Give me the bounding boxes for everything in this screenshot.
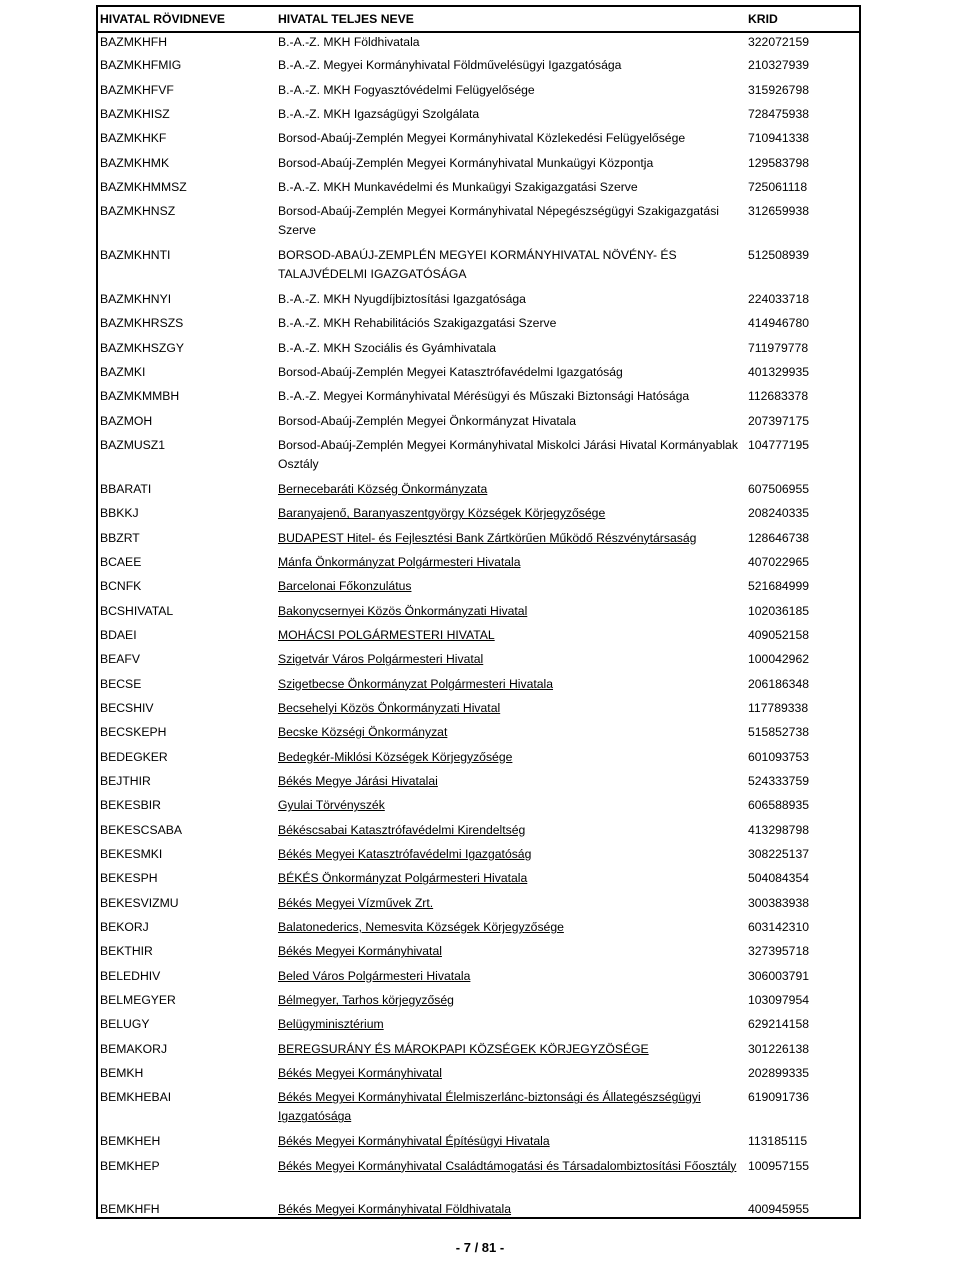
table-row (98, 894, 859, 918)
table-row (98, 339, 859, 363)
cell-full-name: Borsod-Abaúj-Zemplén Megyei Kormányhivatal Miskolci Járási Hivatal Kormányablak Osztály (278, 438, 738, 472)
cell-krid: 129583798 (748, 155, 810, 170)
cell-krid: 607506955 (748, 481, 810, 496)
cell-krid: 710941338 (748, 131, 810, 146)
cell-full-name: Becske Községi Önkormányzat (278, 725, 448, 740)
cell-krid: 407022965 (748, 554, 810, 569)
cell-short-name: BELMEGYER (100, 993, 176, 1008)
cell-short-name: BEKESMKI (100, 847, 163, 862)
cell-short-name: BDAEI (100, 627, 137, 642)
cell-krid: 315926798 (748, 82, 810, 97)
cell-short-name: BEKORJ (100, 920, 149, 935)
table-row (98, 480, 859, 504)
cell-krid: 512508939 (748, 248, 810, 263)
cell-short-name: BAZMKI (100, 365, 146, 380)
table-row (98, 699, 859, 723)
cell-short-name: BAZMKHFH (100, 35, 168, 49)
cell-full-name: B.-A.-Z. MKH Szociális és Gyámhivatala (278, 340, 497, 355)
cell-full-name: Békéscsabai Katasztrófavédelmi Kirendeltség (278, 822, 526, 837)
table-row (98, 529, 859, 553)
cell-short-name: BELEDHIV (100, 968, 161, 983)
table-row (98, 821, 859, 845)
register-table (98, 7, 859, 1225)
cell-krid: 102036185 (748, 603, 810, 618)
table-row (98, 246, 859, 290)
cell-krid: 606588935 (748, 798, 810, 813)
cell-full-name: B.-A.-Z. Megyei Kormányhivatal Mérésügyi és Műszaki Biztonsági Hatósága (278, 389, 690, 404)
cell-krid: 322072159 (748, 35, 810, 49)
cell-krid: 301226138 (748, 1041, 810, 1056)
cell-short-name: BEMKHFH (100, 1202, 160, 1217)
cell-full-name: Békés Megyei Kormányhivatal (278, 944, 442, 959)
cell-short-name: BECSHIV (100, 700, 154, 715)
cell-krid: 629214158 (748, 1017, 810, 1032)
table-row (98, 772, 859, 796)
table-row (98, 650, 859, 674)
table-row (98, 942, 859, 966)
table-row (98, 56, 859, 80)
table-row (98, 32, 859, 56)
cell-krid: 401329935 (748, 365, 810, 380)
cell-short-name: BEKESVIZMU (100, 895, 179, 910)
table-row (98, 748, 859, 772)
cell-full-name: Békés Megyei Kormányhivatal Földhivatala (278, 1202, 512, 1217)
cell-short-name: BECSE (100, 676, 142, 691)
cell-krid: 208240335 (748, 506, 810, 521)
cell-short-name: BAZMKHNYI (100, 292, 172, 306)
table-row (98, 202, 859, 246)
table-row (98, 845, 859, 869)
cell-krid: 306003791 (748, 968, 810, 983)
cell-full-name: Becsehelyi Közös Önkormányzati Hivatal (278, 700, 501, 715)
table-row (98, 723, 859, 747)
cell-short-name: BAZMKHRSZS (100, 316, 184, 331)
table-row (98, 675, 859, 699)
cell-short-name: BEKESCSABA (100, 822, 182, 837)
cell-full-name: Békés Megyei Vízművek Zrt. (278, 895, 434, 910)
cell-krid: 210327939 (748, 58, 810, 73)
cell-krid: 413298798 (748, 822, 810, 837)
cell-krid: 206186348 (748, 676, 810, 691)
table-body (98, 32, 859, 1225)
cell-short-name: BEMKHEP (100, 1158, 160, 1173)
cell-full-name: Beled Város Polgármesteri Hivatala (278, 968, 471, 983)
cell-full-name: Békés Megyei Kormányhivatal Építésügyi Hivatala (278, 1134, 550, 1149)
table-row (98, 178, 859, 202)
cell-short-name: BEAFV (100, 652, 140, 667)
page-number: - 7 / 81 - (455, 1240, 505, 1255)
cell-short-name: BEKESPH (100, 871, 158, 886)
cell-krid: 312659938 (748, 204, 810, 219)
cell-full-name: Baranyajenő, Baranyaszentgyörgy Községek Körjegyzősége (278, 506, 606, 521)
cell-short-name: BAZMKHSZGY (100, 340, 184, 355)
table-row (98, 991, 859, 1015)
cell-krid: 725061118 (748, 180, 808, 195)
table-row (98, 1040, 859, 1064)
cell-full-name: Szigetvár Város Polgármesteri Hivatal (278, 652, 484, 667)
cell-short-name: BAZMKMMBH (100, 389, 180, 404)
table-row (98, 1157, 859, 1201)
cell-krid: 414946780 (748, 316, 810, 331)
cell-short-name: BEMKHEH (100, 1134, 161, 1149)
cell-full-name: BUDAPEST Hitel- és Fejlesztési Bank Zártkörűen Működő Részvénytársaság (278, 530, 697, 545)
cell-short-name: BAZMUSZ1 (100, 438, 166, 453)
cell-krid: 603142310 (748, 920, 810, 935)
cell-short-name: BAZMKHKF (100, 131, 167, 146)
cell-short-name: BEKESBIR (100, 798, 161, 813)
table-row (98, 504, 859, 528)
cell-krid: 515852738 (748, 725, 810, 740)
table-row (98, 387, 859, 411)
cell-short-name: BCNFK (100, 579, 142, 594)
cell-full-name: Békés Megyei Katasztrófavédelmi Igazgatóság (278, 847, 532, 862)
cell-short-name: BAZMKHISZ (100, 107, 170, 122)
cell-full-name: Bélmegyer, Tarhos körjegyzőség (278, 993, 454, 1008)
cell-short-name: BCSHIVATAL (100, 603, 174, 618)
cell-short-name: BAZMKHFVF (100, 82, 174, 97)
table-row (98, 154, 859, 178)
cell-full-name: B.-A.-Z. MKH Munkavédelmi és Munkaügyi Szakigazgatási Szerve (278, 180, 638, 195)
cell-short-name: BAZMKHMMSZ (100, 180, 187, 195)
table-row (98, 553, 859, 577)
cell-krid: 128646738 (748, 530, 810, 545)
cell-krid: 100042962 (748, 652, 810, 667)
table-row (98, 1132, 859, 1156)
cell-krid: 202899335 (748, 1066, 810, 1081)
table-row (98, 1064, 859, 1088)
cell-short-name: BBKKJ (100, 506, 139, 521)
cell-short-name: BBARATI (100, 481, 152, 496)
cell-full-name: Szigetbecse Önkormányzat Polgármesteri Hivatala (278, 676, 554, 691)
cell-full-name: Belügyminisztérium (278, 1017, 384, 1032)
register-table-frame (96, 5, 861, 1219)
cell-short-name: BEKTHIR (100, 944, 153, 959)
cell-full-name: Békés Megyei Kormányhivatal Élelmiszerlánc-biztonsági és Állategészségügyi Igazgatósága (278, 1090, 701, 1124)
table-row (98, 626, 859, 650)
cell-krid: 409052158 (748, 627, 810, 642)
cell-full-name: Bernecebaráti Község Önkormányzata (278, 481, 488, 496)
cell-full-name: BORSOD-ABAÚJ-ZEMPLÉN MEGYEI KORMÁNYHIVATAL NÖVÉNY- ÉS TALAJVÉDELMI IGAZGATÓSÁGA (278, 248, 677, 282)
cell-krid: 524333759 (748, 773, 810, 788)
cell-krid: 117789338 (748, 700, 809, 715)
table-row (98, 314, 859, 338)
header-krid: KRID (746, 7, 859, 32)
cell-krid: 224033718 (748, 292, 810, 306)
cell-krid: 728475938 (748, 107, 810, 122)
cell-full-name: Bakonycsernyei Közös Önkormányzati Hivatal (278, 603, 528, 618)
table-row (98, 796, 859, 820)
table-row (98, 602, 859, 626)
table-row (98, 869, 859, 893)
table-row (98, 290, 859, 314)
header-short-name: HIVATAL RÖVIDNEVE (98, 7, 276, 32)
cell-full-name: Békés Megyei Kormányhivatal Családtámogatási és Társadalombiztosítási Főosztály (278, 1158, 737, 1173)
cell-krid: 711979778 (748, 340, 809, 355)
cell-short-name: BEMKH (100, 1066, 144, 1081)
cell-short-name: BECSKEPH (100, 725, 167, 740)
cell-short-name: BAZMKHNTI (100, 248, 171, 263)
cell-short-name: BAZMOH (100, 413, 153, 428)
cell-short-name: BEMAKORJ (100, 1041, 168, 1056)
cell-full-name: B.-A.-Z. Megyei Kormányhivatal Földművelésügyi Igazgatósága (278, 58, 622, 73)
cell-krid: 103097954 (748, 993, 810, 1008)
table-row (98, 1088, 859, 1132)
cell-full-name: Gyulai Törvényszék (278, 798, 385, 813)
table-row (98, 1015, 859, 1039)
cell-short-name: BEMKHEBAI (100, 1090, 172, 1105)
table-row (98, 105, 859, 129)
cell-full-name: Barcelonai Főkonzulátus (278, 579, 412, 594)
table-row (98, 967, 859, 991)
table-row (98, 129, 859, 153)
cell-full-name: Borsod-Abaúj-Zemplén Megyei Kormányhivatal Közlekedési Felügyelősége (278, 131, 686, 146)
cell-short-name: BEDEGKER (100, 749, 168, 764)
table-row (98, 363, 859, 387)
cell-short-name: BAZMKHFMIG (100, 58, 182, 73)
cell-krid: 113185115 (748, 1134, 808, 1149)
cell-full-name: B.-A.-Z. MKH Fogyasztóvédelmi Felügyelősége (278, 82, 535, 97)
cell-short-name: BCAEE (100, 554, 142, 569)
cell-krid: 504084354 (748, 871, 810, 886)
cell-full-name: Bedegkér-Miklósi Községek Körjegyzősége (278, 749, 513, 764)
cell-krid: 619091736 (748, 1090, 810, 1105)
table-row (98, 1200, 859, 1224)
cell-full-name: Borsod-Abaúj-Zemplén Megyei Kormányhivatal Munkaügyi Központja (278, 155, 654, 170)
cell-full-name: Borsod-Abaúj-Zemplén Megyei Kormányhivatal Népegészségügyi Szakigazgatási Szerve (278, 204, 720, 238)
cell-krid: 112683378 (748, 389, 809, 404)
header-row (98, 7, 859, 32)
table-row (98, 436, 859, 480)
cell-krid: 300383938 (748, 895, 810, 910)
cell-full-name: B.-A.-Z. MKH Igazságügyi Szolgálata (278, 107, 480, 122)
cell-full-name: Mánfa Önkormányzat Polgármesteri Hivatala (278, 554, 521, 569)
cell-full-name: B.-A.-Z. MKH Földhivatala (278, 35, 420, 49)
cell-krid: 100957155 (748, 1158, 810, 1173)
table-row (98, 577, 859, 601)
cell-krid: 521684999 (748, 579, 810, 594)
cell-short-name: BELUGY (100, 1017, 150, 1032)
cell-full-name: Borsod-Abaúj-Zemplén Megyei Önkormányzat Hivatala (278, 413, 577, 428)
cell-krid: 207397175 (748, 413, 810, 428)
cell-full-name: BEREGSURÁNY ÉS MÁROKPAPI KÖZSÉGEK KÖRJEGYZÖSÉGE (278, 1041, 649, 1056)
table-row (98, 918, 859, 942)
cell-krid: 327395718 (748, 944, 810, 959)
cell-krid: 308225137 (748, 847, 810, 862)
cell-short-name: BEJTHIR (100, 773, 151, 788)
cell-full-name: Balatonederics, Nemesvita Községek Körjegyzősége (278, 920, 564, 935)
cell-full-name: B.-A.-Z. MKH Nyugdíjbiztosítási Igazgatósága (278, 292, 526, 306)
cell-full-name: BÉKÉS Önkormányzat Polgármesteri Hivatala (278, 871, 528, 886)
cell-full-name: Békés Megye Járási Hivatalai (278, 773, 438, 788)
cell-short-name: BAZMKHNSZ (100, 204, 176, 219)
cell-krid: 400945955 (748, 1202, 810, 1217)
table-row (98, 412, 859, 436)
cell-krid: 104777195 (748, 438, 810, 453)
cell-full-name: Békés Megyei Kormányhivatal (278, 1066, 442, 1081)
cell-full-name: MOHÁCSI POLGÁRMESTERI HIVATAL (278, 627, 495, 642)
cell-krid: 601093753 (748, 749, 810, 764)
cell-full-name: B.-A.-Z. MKH Rehabilitációs Szakigazgatási Szerve (278, 316, 557, 331)
table-row (98, 81, 859, 105)
cell-short-name: BBZRT (100, 530, 140, 545)
cell-full-name: Borsod-Abaúj-Zemplén Megyei Katasztrófavédelmi Igazgatóság (278, 365, 623, 380)
cell-short-name: BAZMKHMK (100, 155, 170, 170)
header-full-name: HIVATAL TELJES NEVE (276, 7, 746, 32)
